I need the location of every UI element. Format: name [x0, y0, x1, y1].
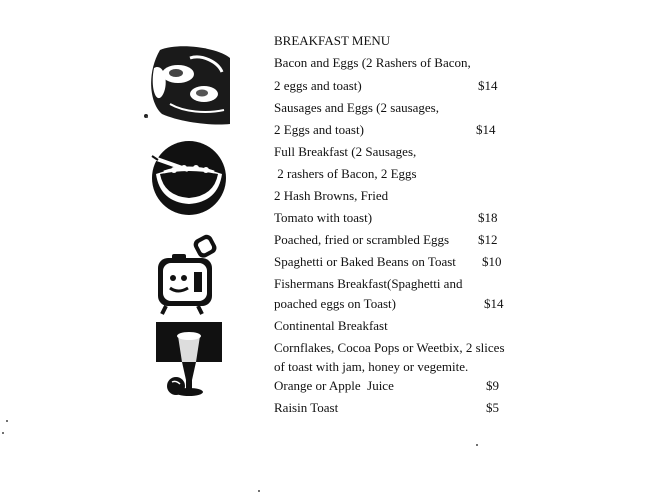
menu-line: Spaghetti or Baked Beans on Toast: [274, 254, 456, 269]
menu-line: 2 rashers of Bacon, 2 Eggs: [274, 166, 417, 181]
menu-line: 2 eggs and toast): [274, 78, 362, 93]
menu-line: Fishermans Breakfast(Spaghetti and: [274, 276, 463, 291]
menu-price: $9: [486, 378, 499, 393]
menu-price: $18: [478, 210, 498, 225]
menu-line: Continental Breakfast: [274, 318, 388, 333]
menu-line: Raisin Toast: [274, 400, 339, 415]
menu-price: $12: [478, 232, 498, 247]
menu-price: $14: [484, 296, 504, 311]
menu-line: 2 Eggs and toast): [274, 122, 364, 137]
menu-line: Full Breakfast (2 Sausages,: [274, 144, 417, 159]
scan-speck: [6, 420, 8, 422]
menu-line: Sausages and Eggs (2 sausages,: [274, 100, 439, 115]
menu-price: $14: [476, 122, 496, 137]
menu-price: $10: [482, 254, 502, 269]
menu-line: Bacon and Eggs (2 Rashers of Bacon,: [274, 55, 471, 70]
menu-line: Tomato with toast): [274, 210, 373, 225]
menu-line: poached eggs on Toast): [274, 296, 396, 311]
menu-line: Poached, fried or scrambled Eggs: [274, 232, 450, 247]
menu-line: Orange or Apple Juice: [274, 378, 394, 393]
menu-line: 2 Hash Browns, Fried: [274, 188, 389, 203]
menu-line: of toast with jam, honey or vegemite.: [274, 359, 469, 374]
menu-price: $14: [478, 78, 498, 93]
menu-title: BREAKFAST MENU: [274, 33, 391, 48]
menu-price: $5: [486, 400, 499, 415]
scan-speck: [146, 116, 148, 118]
menu-line: Cornflakes, Cocoa Pops or Weetbix, 2 slices: [274, 340, 505, 355]
scan-speck: [476, 444, 478, 446]
scan-speck: [258, 490, 260, 492]
scan-speck: [2, 432, 4, 434]
